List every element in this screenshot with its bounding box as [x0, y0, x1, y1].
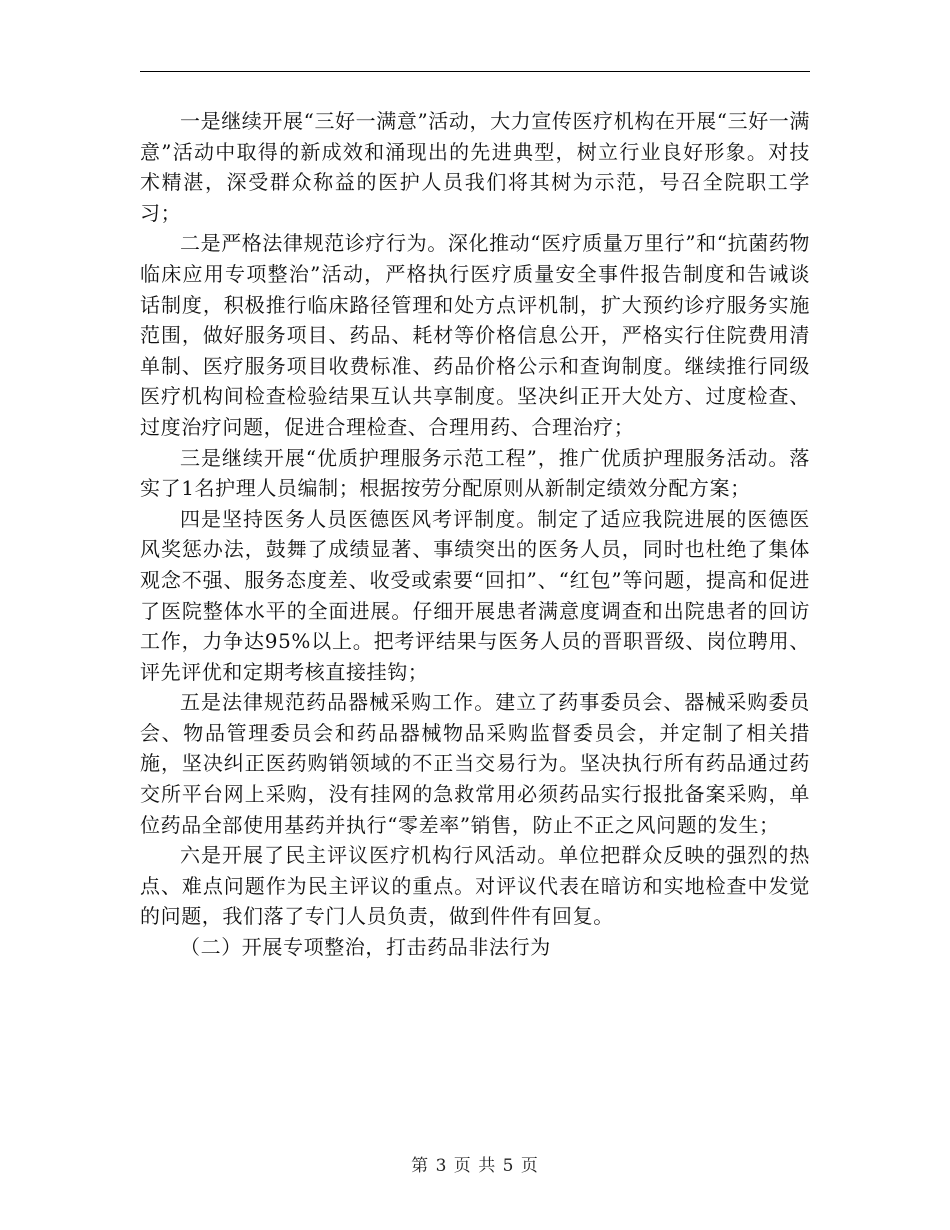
header-rule — [140, 71, 810, 72]
paragraph-6: 六是开展了民主评议医疗机构行风活动。单位把群众反映的强烈的热点、难点问题作为民主评议的重点。对评议代表在暗访和实地检查中发觉的问题，我们落了专门人员负责，做到件件有回复。 — [140, 843, 810, 929]
paragraph-5: 五是法律规范药品器械采购工作。建立了药事委员会、器械采购委员会、物品管理委员会和药品器械物品采购监督委员会，并定制了相关措施，坚决纠正医药购销领域的不正当交易行为。坚决执行所有药品通过药交所平台网上采购，没有挂网的急救常用必须药品实行报批备案采购，单位药品全部使用基药并执行“零差率”销售，防止不正之风问题的发生； — [140, 690, 810, 837]
section-heading: （二）开展专项整治，打击药品非法行为 — [180, 935, 551, 960]
page-number: 第 3 页 共 5 页 — [411, 1156, 539, 1176]
paragraph-4: 四是坚持医务人员医德医风考评制度。制定了适应我院进展的医德医风奖惩办法，鼓舞了成绩显著、事绩突出的医务人员，同时也杜绝了集体观念不强、服务态度差、收受或索要“回扣”、“红包”等问题，提高和促进了医院整体水平的全面进展。仔细开展患者满意度调查和出院患者的回访工作，力争达95%以上。把考评结果与医务人员的晋职晋级、岗位聘用、评先评优和定期考核直接挂钩； — [140, 506, 810, 684]
paragraph-3: 三是继续开展“优质护理服务示范工程”，推广优质护理服务活动。落实了1名护理人员编制；根据按劳分配原则从新制定绩效分配方案； — [140, 445, 810, 501]
document-body — [140, 106, 810, 963]
paragraph-2: 二是严格法律规范诊疗行为。深化推动“医疗质量万里行”和“抗菌药物临床应用专项整治”活动，严格执行医疗质量安全事件报告制度和告诫谈话制度，积极推行临床路径管理和处方点评机制，扩大预约诊疗服务实施范围，做好服务项目、药品、耗材等价格信息公开，严格实行住院费用清单制、医疗服务项目收费标准、药品价格公示和查询制度。继续推行同级医疗机构间检查检验结果互认共享制度。坚决纠正开大处方、过度检查、过度治疗问题，促进合理检查、合理用药、合理治疗； — [140, 231, 810, 439]
paragraph-1: 一是继续开展“三好一满意”活动，大力宣传医疗机构在开展“三好一满意”活动中取得的新成效和涌现出的先进典型，树立行业良好形象。对技术精湛，深受群众称益的医护人员我们将其树为示范，号召全院职工学习； — [140, 109, 810, 225]
